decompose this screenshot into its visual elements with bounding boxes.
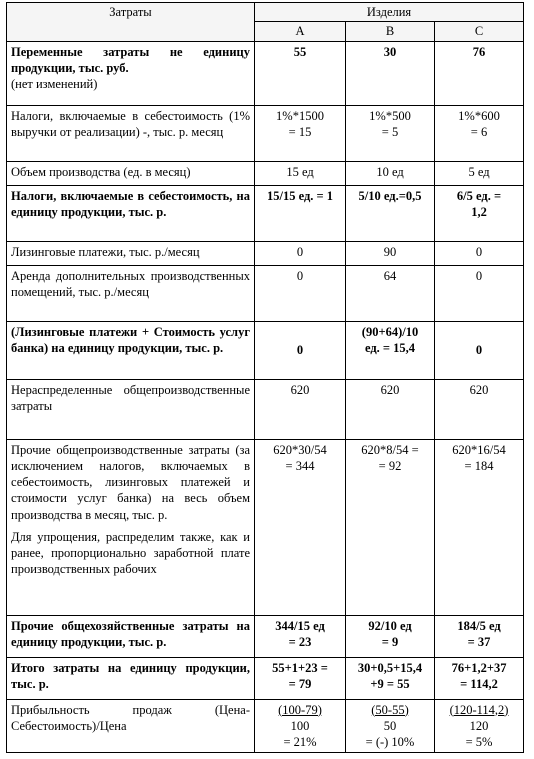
cell-c	[435, 657, 524, 699]
cell-b: 5/10 ед.=0,5	[346, 185, 435, 241]
header-costs: Затраты	[7, 3, 255, 42]
cell-b-line2: 50	[383, 718, 397, 733]
cell-a-line2: = 15	[288, 124, 312, 139]
cell-c-line3: = 5%	[465, 735, 493, 749]
cell-c-line1: 6/5 ед. =	[456, 188, 502, 203]
cell-c-line1: 184/5 ед	[457, 618, 501, 633]
cell-b-line3: = (-) 10%	[365, 735, 415, 749]
table-row	[7, 161, 524, 185]
row-label	[7, 41, 255, 105]
row-label: Прибыльность продаж (Цена-Себестоимость)/Цена	[7, 699, 255, 753]
cell-a: 15/15 ед. = 1	[255, 185, 346, 241]
cell-b: 620	[346, 379, 435, 439]
cell-a-line1: 344/15 ед	[275, 618, 325, 633]
cell-a: 0	[255, 265, 346, 321]
cell-a: 0	[255, 321, 346, 379]
cell-a	[255, 439, 346, 615]
cell-b: 30	[346, 41, 435, 105]
cell-a-line2: = 79	[288, 676, 312, 691]
cell-c-line2: 1,2	[471, 204, 487, 219]
table-row	[7, 379, 524, 439]
row-note: (нет изменений)	[11, 77, 98, 91]
cell-b	[346, 321, 435, 379]
row-label: Аренда дополнительных производственных помещений, тыс. р./месяц	[7, 265, 255, 321]
cell-b-line2: = 5	[381, 124, 399, 139]
row-label: Налоги, включаемые в себестоимость (1% выручки от реализации) -, тыс. р. месяц	[7, 105, 255, 161]
cell-a: 620	[255, 379, 346, 439]
cell-b-line1: 1%*500	[369, 108, 411, 123]
cell-c-line1: (120-114,2)	[449, 702, 509, 717]
cell-b	[346, 699, 435, 753]
cell-c-line1: 1%*600	[458, 108, 500, 123]
row-label: Итого затраты на единицу продукции, тыс. р.	[7, 657, 255, 699]
cell-b: 10 ед	[346, 161, 435, 185]
cell-c-line2: = 114,2	[460, 676, 498, 691]
cell-b-line1: (90+64)/10	[361, 324, 419, 339]
cell-a-line2: 100	[290, 718, 310, 733]
cell-b-line2: = 9	[381, 634, 399, 649]
table-row	[7, 321, 524, 379]
cell-c-line2: 120	[469, 718, 489, 733]
cell-a-line1: 620*30/54	[273, 442, 327, 457]
cell-c: 0	[435, 321, 524, 379]
cell-a	[255, 657, 346, 699]
cell-a-line1: 1%*1500	[276, 108, 324, 123]
cell-c: 0	[435, 241, 524, 265]
table-row	[7, 185, 524, 241]
cell-c-line1: 620*16/54	[452, 442, 506, 457]
cell-a-line1: (100-79)	[278, 702, 322, 717]
cell-b	[346, 615, 435, 657]
cell-b-line2: +9 = 55	[370, 676, 410, 691]
row-label-text: Переменные затраты не единицу продукции, тыс. руб.	[11, 44, 250, 75]
header-row	[7, 3, 524, 22]
cell-b-line1: 620*8/54 =	[361, 442, 419, 457]
row-label: Нераспределенные общепроизводственные затраты	[7, 379, 255, 439]
cell-a: 0	[255, 241, 346, 265]
cost-table	[6, 2, 524, 753]
cell-c-line2: = 184	[464, 458, 494, 473]
cell-c: 5 ед	[435, 161, 524, 185]
cell-c-line2: = 6	[470, 124, 488, 139]
header-products: Изделия	[255, 3, 524, 22]
cell-c: 0	[435, 265, 524, 321]
cell-b-line2: = 92	[378, 458, 402, 473]
cell-b-line1: (50-55)	[371, 702, 409, 717]
table-row	[7, 657, 524, 699]
header-col-c: С	[435, 22, 524, 41]
cell-b-line2: ед. = 15,4	[364, 340, 416, 355]
cell-a	[255, 105, 346, 161]
cell-a-line2: = 23	[288, 634, 312, 649]
table-row	[7, 41, 524, 105]
row-label: (Лизинговые платежи + Стоимость услуг банка) на единицу продукции, тыс. р.	[7, 321, 255, 379]
cell-b: 90	[346, 241, 435, 265]
cell-a-line1: 55+1+23 =	[272, 660, 328, 675]
cell-a-line2: = 344	[285, 458, 315, 473]
cell-a	[255, 615, 346, 657]
cell-c	[435, 185, 524, 241]
table-row	[7, 439, 524, 615]
row-label-text: Прочие общепроизводственные затраты (за исключением налогов, включаемых в себестоимость, лизинговых платежей и стоимости услуг банка) на весь объем производства в месяц, тыс. р.	[11, 442, 250, 522]
cell-b: 64	[346, 265, 435, 321]
cell-a	[255, 699, 346, 753]
row-label: Объем производства (ед. в месяц)	[7, 161, 255, 185]
cell-c	[435, 439, 524, 615]
table-row	[7, 265, 524, 321]
table-row	[7, 699, 524, 753]
row-label-note: Для упрощения, распределим также, как и ранее, пропорционально заработной плате производственных рабочих	[11, 529, 250, 577]
cell-c	[435, 699, 524, 753]
cell-b	[346, 439, 435, 615]
cell-b	[346, 105, 435, 161]
header-col-a: А	[255, 22, 346, 41]
cell-c-line2: = 37	[467, 634, 491, 649]
cell-b-line1: 92/10 ед	[368, 618, 412, 633]
table-row	[7, 241, 524, 265]
row-label	[7, 439, 255, 615]
cell-c: 76	[435, 41, 524, 105]
cell-a-line3: = 21%	[283, 735, 317, 749]
cell-b	[346, 657, 435, 699]
cell-b-line1: 30+0,5+15,4	[357, 660, 423, 675]
header-col-b: В	[346, 22, 435, 41]
row-label: Налоги, включаемые в себестоимость, на единицу продукции, тыс. р.	[7, 185, 255, 241]
cell-c: 620	[435, 379, 524, 439]
cell-c-line1: 76+1,2+37	[451, 660, 507, 675]
row-label: Лизинговые платежи, тыс. р./месяц	[7, 241, 255, 265]
table-row	[7, 615, 524, 657]
table-row	[7, 105, 524, 161]
cell-c	[435, 105, 524, 161]
cell-a: 55	[255, 41, 346, 105]
cell-a: 15 ед	[255, 161, 346, 185]
cell-c	[435, 615, 524, 657]
row-label: Прочие общехозяйственные затраты на единицу продукции, тыс. р.	[7, 615, 255, 657]
